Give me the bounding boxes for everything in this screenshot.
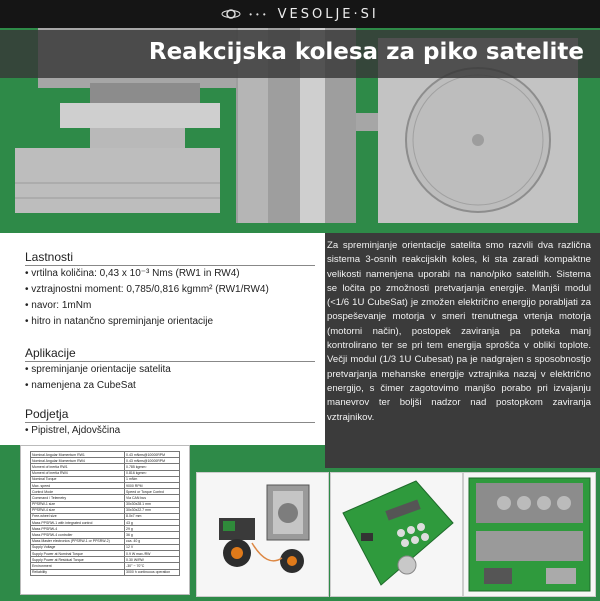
pcb-render-photo (330, 472, 463, 597)
spec-value: 36 g (125, 532, 180, 538)
spec-label: Nominal Angular Momentum RW1 (31, 452, 125, 458)
spec-value: Speed or Torque Control (125, 489, 180, 495)
brand-header (0, 0, 600, 28)
lastnosti-list (25, 266, 269, 330)
spec-value: 0.43 mNms@10000RPM (125, 452, 180, 458)
brand-name: VESOLJE·SI (277, 6, 379, 22)
spec-label: PPSRW-4 size (31, 507, 125, 513)
spec-value: -30° ~ 70°C (125, 563, 180, 569)
spec-label: Supply Voltage (31, 544, 125, 550)
spec-label: Free-wheel size (31, 513, 125, 519)
spec-label: Moment of inertia RW4 (31, 470, 125, 476)
wheel-hardware-photo (196, 472, 329, 597)
spec-label: Command / Telemetry (31, 495, 125, 501)
spec-value: 0.816 kgmm² (125, 470, 180, 476)
spec-label: Environment (31, 563, 125, 569)
spec-label: Nominal Torque (31, 476, 125, 482)
spec-value: 12 V (125, 544, 180, 550)
list-item: • navor: 1mNm (25, 298, 269, 314)
spec-value: Via CAN bus (125, 495, 180, 501)
spec-label: Mass PPSRW-1 with integrated control (31, 520, 125, 526)
spec-value: 0.43 mNms@10000RPM (125, 458, 180, 464)
spec-label: Mass PPSRW-4 controller (31, 532, 125, 538)
list-item: • namenjena za CubeSat (25, 378, 171, 394)
spec-label: Nominal Angular Momentum RW4 (31, 458, 125, 464)
header-dots: ••• (249, 9, 270, 19)
spec-value: 0.9 W max./RW (125, 551, 180, 557)
list-item: • hitro in natančno spreminjanje orientacije (25, 314, 269, 330)
list-item: • spreminjanje orientacije satelita (25, 362, 171, 378)
spec-value: 43 g (125, 520, 180, 526)
spec-value: 9000 RPM (125, 482, 180, 488)
spec-label: Reliability (31, 569, 125, 575)
satellite-logo-icon (221, 4, 241, 24)
spec-label: Control Mode (31, 489, 125, 495)
spec-label: Supply Power at Residual Torque (31, 557, 125, 563)
spec-label: Max. speed (31, 482, 125, 488)
podjetja-heading: Podjetja (25, 407, 69, 421)
spec-value: 0.785 kgmm² (125, 464, 180, 470)
page-title: Reakcijska kolesa za piko satelite (148, 39, 584, 65)
spec-label: Mass PPSRW-4 (31, 526, 125, 532)
spec-value: 8.0x7 mm (125, 513, 180, 519)
aplikacije-heading: Aplikacije (25, 346, 76, 360)
spec-value: cca. 40 g (125, 538, 180, 544)
spec-value: 3000 h continuous operation (125, 569, 180, 575)
podjetja-list (25, 423, 120, 439)
spec-label: PPSRW-1 size (31, 501, 125, 507)
spec-value: 30x30x22.7 mm (125, 507, 180, 513)
pcb-layout-photo (463, 472, 596, 597)
spec-label: Mass Master electronics (PPSRW-1 or PPSRW-2) (31, 538, 125, 544)
spec-value: 0.30 W/RW (125, 557, 180, 563)
spec-value: 30x30x28.1 mm (125, 501, 180, 507)
aplikacije-list (25, 362, 171, 394)
list-item: • vrtilna količina: 0,43 x 10⁻³ Nms (RW1 in RW4) (25, 266, 269, 282)
list-item: • vztrajnostni moment: 0,785/0,816 kgmm² (RW1/RW4) (25, 282, 269, 298)
spec-label: Supply Power at Nominal Torque (31, 551, 125, 557)
spec-table (30, 451, 180, 576)
list-item: • Pipistrel, Ajdovščina (25, 423, 120, 439)
spec-value: 29 g (125, 526, 180, 532)
description-text: Za spreminjanje orientacije satelita smo razvili dva različna sistema 3-osnih reakcijskih koles, ki sta zaradi kompaktne velikosti namenjena uporabi na nano/piko satelitih. Sistema se ločita po zmožnosti pretvarjanja energije. Manjši modul (<1/6 1U CubeSat) je zmožen električno energijo porabljati za pospeševanje motorja v smeri trenutnega vrtenja motorja (motorni način), postopek zaviranja pa poteka manj kontrolirano ter se pri tem energija sprošča v obliki toplote. Večji modul (1/3 1U Cubesat) pa je nadgrajen s sposobnostjo pretvarjanja mehanske energije vztrajnika nazaj v električno energijo, s čimer zagotovimo manjšo porabo pri izvajanju manevrov ter boljši nadzor nad postopkom zaviranja vztrajnikov. (327, 240, 591, 423)
spec-value: 1 mNm (125, 476, 180, 482)
spec-label: Moment of inertia RW1 (31, 464, 125, 470)
spec-row (31, 569, 180, 575)
lastnosti-heading: Lastnosti (25, 250, 74, 264)
